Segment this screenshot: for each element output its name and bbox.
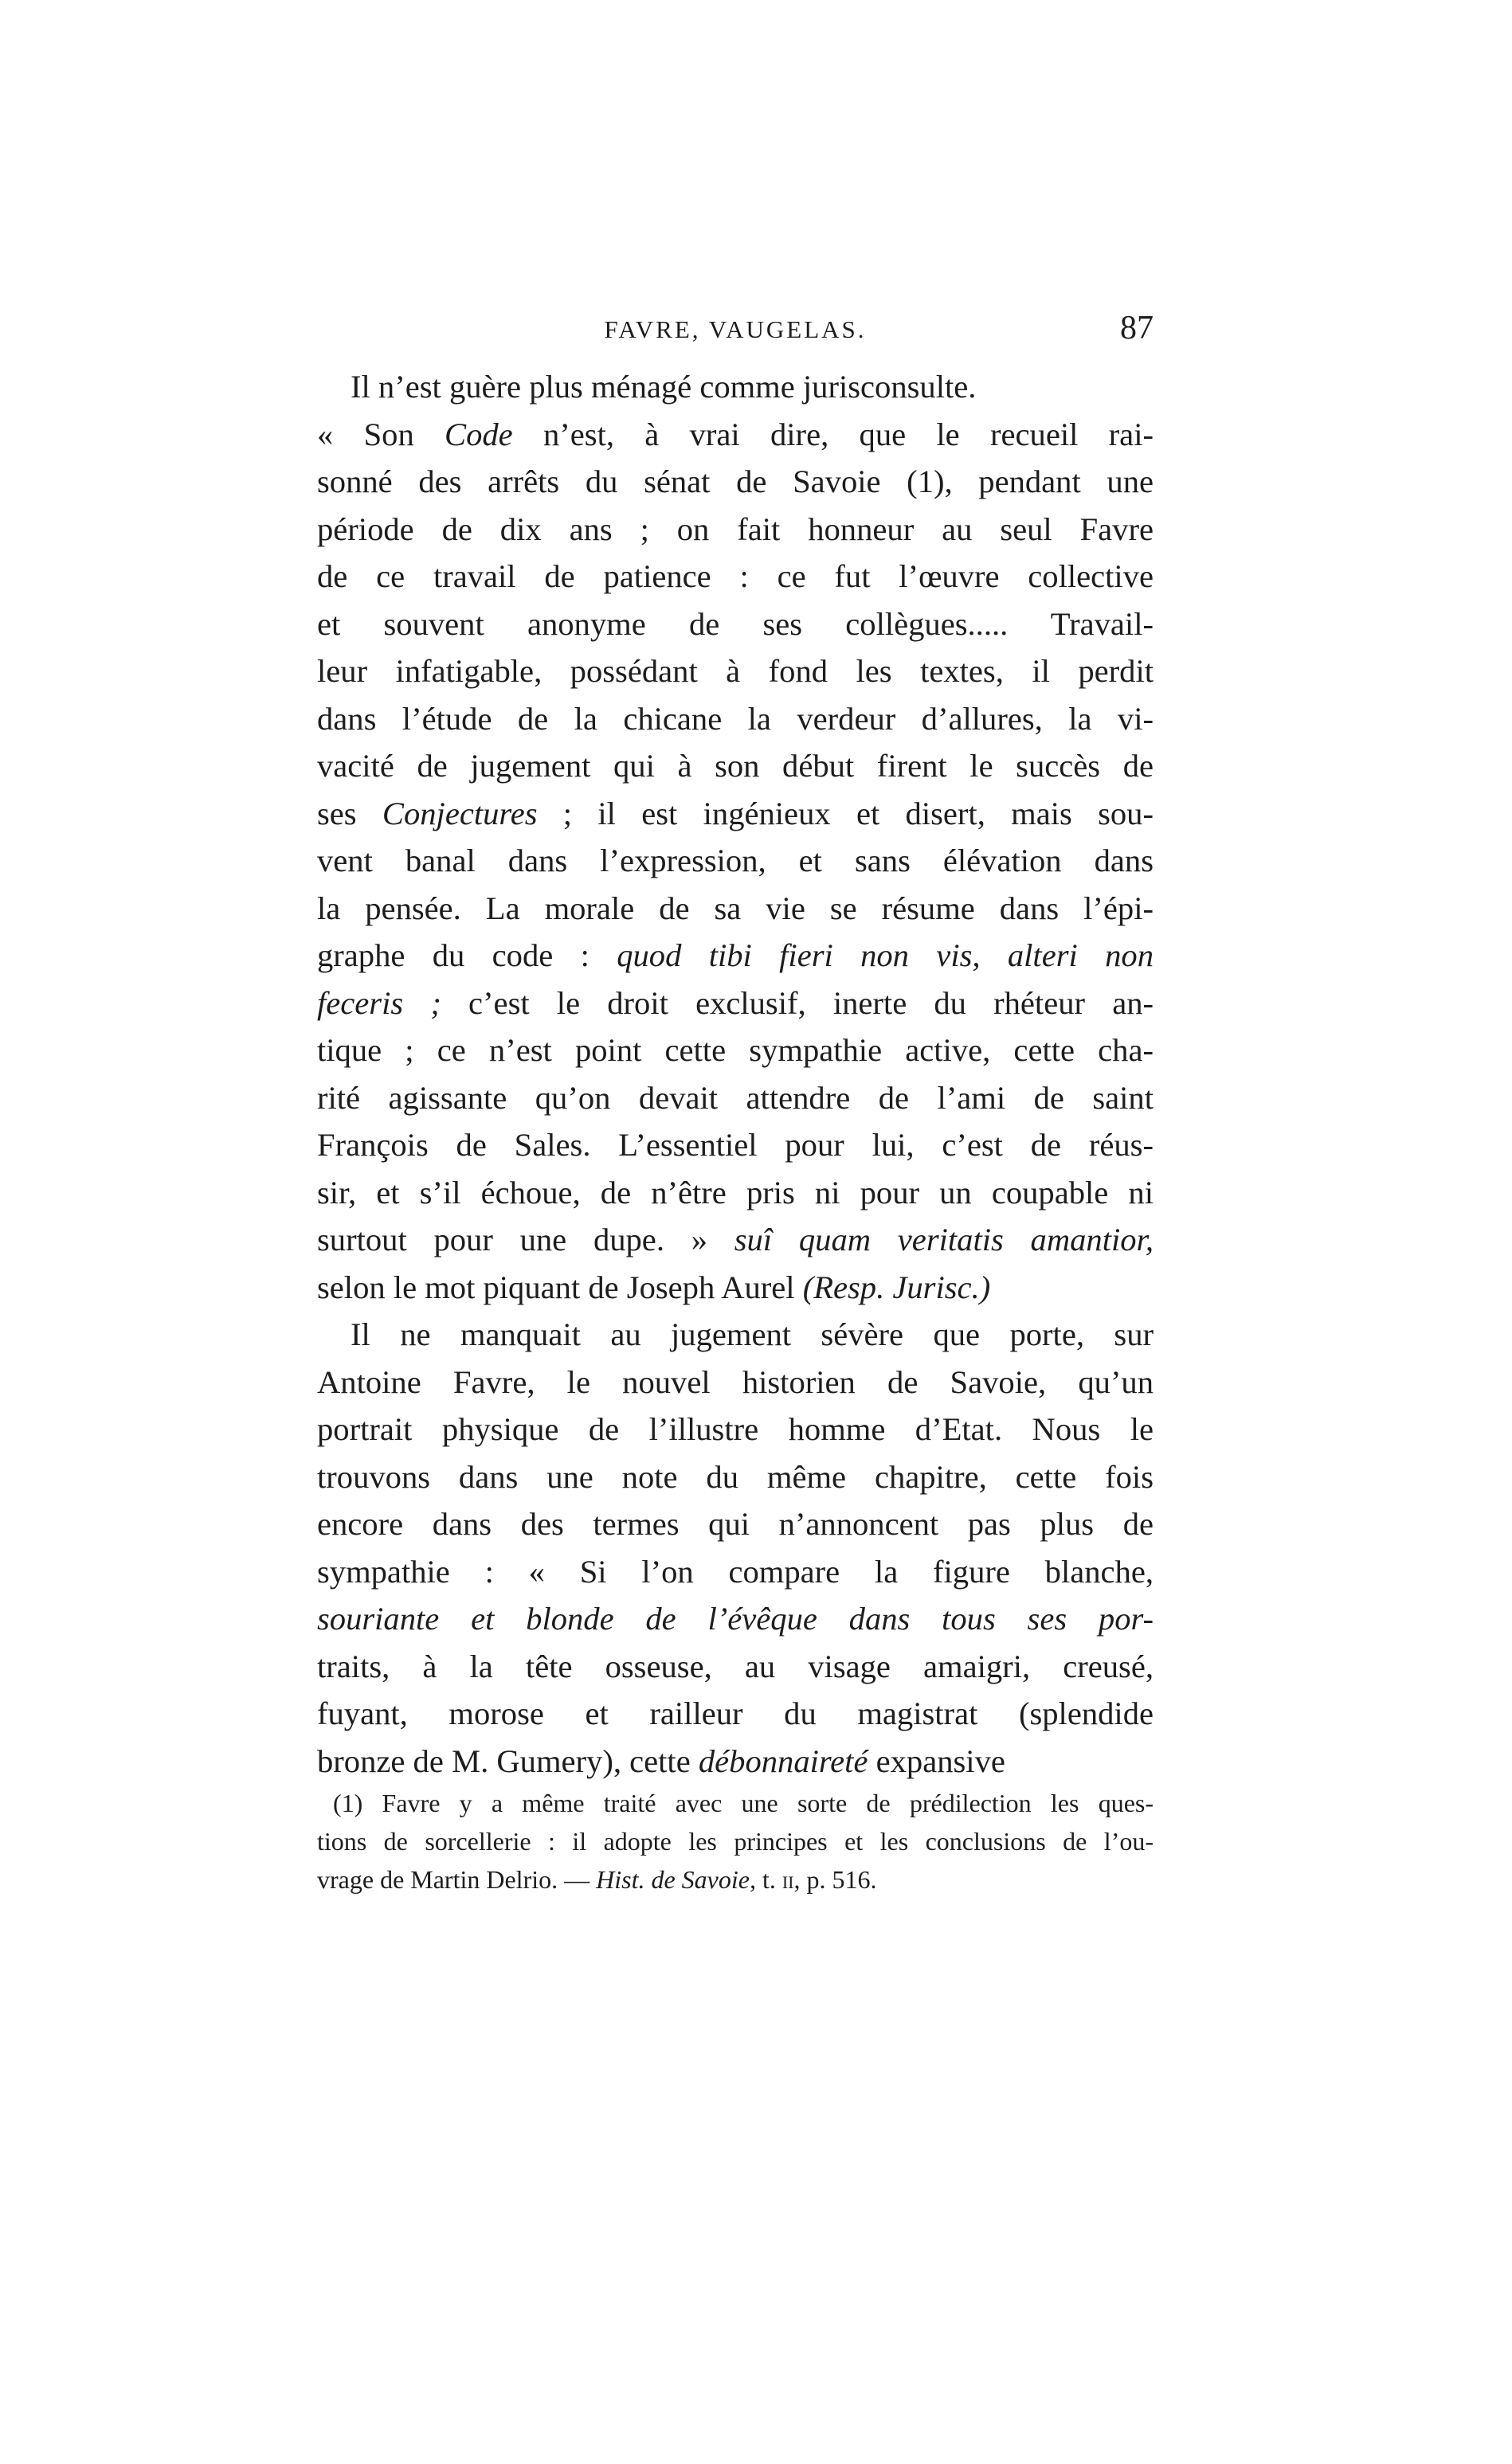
- text-run: la pensée. La morale de sa vie se résume dans l’épi-: [317, 890, 1154, 926]
- text-line: [317, 1406, 1154, 1453]
- text-run: vent banal dans l’expression, et sans élévation dans: [317, 843, 1154, 878]
- text-run: t.: [755, 1865, 782, 1894]
- text-line: [317, 837, 1154, 885]
- text-run: , p. 516.: [793, 1865, 877, 1894]
- text-line: [317, 553, 1154, 600]
- text-run: débonnaireté: [698, 1742, 868, 1779]
- text-run: Il n’est guère plus ménagé comme jurisconsulte.: [351, 369, 977, 405]
- footnote-line: [317, 1784, 1154, 1822]
- text-run: François de Sales. L’essentiel pour lui, c’est de réus-: [317, 1127, 1154, 1163]
- text-line: [317, 411, 1154, 459]
- text-line: [317, 885, 1154, 933]
- text-line: [317, 1643, 1154, 1691]
- footnote-line: [317, 1822, 1154, 1860]
- text-run: traits, à la tête osseuse, au visage amaigri, creusé,: [317, 1648, 1154, 1684]
- text-line: [317, 363, 1154, 411]
- text-run: selon le mot piquant de Joseph Aurel: [317, 1269, 803, 1305]
- text-line: [317, 932, 1154, 980]
- text-run: feceris ;: [317, 984, 441, 1021]
- text-run: de ce travail de patience : ce fut l’œuvre collective: [317, 558, 1154, 594]
- text-run: expansive: [868, 1742, 1005, 1779]
- text-run: « Son: [317, 416, 445, 452]
- text-run: tique ; ce n’est point cette sympathie active, cette cha-: [317, 1032, 1154, 1068]
- running-title: FAVRE, VAUGELAS.: [604, 315, 867, 343]
- text-line: [317, 1595, 1154, 1643]
- footnote-line: [317, 1860, 1154, 1899]
- text-run: bronze de M. Gumery), cette: [317, 1742, 699, 1779]
- text-line: [317, 1169, 1154, 1217]
- text-run: trouvons dans une note du même chapitre, cette fois: [317, 1458, 1154, 1495]
- text-run: fuyant, morose et railleur du magistrat (splendide: [317, 1695, 1154, 1731]
- text-line: [317, 742, 1154, 790]
- text-run: encore dans des termes qui n’annoncent pas plus de: [317, 1506, 1154, 1542]
- text-run: sir, et s’il échoue, de n’être pris ni pour un coupable ni: [317, 1174, 1154, 1210]
- text-run: tions de sorcellerie : il adopte les principes et les conclusions de l’ou-: [317, 1827, 1154, 1856]
- text-run: vacité de jugement qui à son début firent le succès de: [317, 748, 1154, 784]
- text-line: [317, 695, 1154, 743]
- text-run: sympathie : « Si l’on compare la figure blanche,: [317, 1553, 1154, 1590]
- text-run: surtout pour une dupe. »: [317, 1222, 734, 1257]
- text-run: quod tibi fieri non vis, alteri non: [617, 937, 1154, 973]
- text-line: [317, 1548, 1154, 1596]
- text-run: dans l’étude de la chicane la verdeur d’allures, la vi-: [317, 700, 1154, 737]
- text-line: [317, 1074, 1154, 1122]
- body-text: [317, 363, 1154, 1785]
- text-run: (1) Favre y a même traité avec une sorte de prédilection les ques-: [333, 1789, 1154, 1817]
- text-run: sonné des arrêts du sénat de Savoie (1), pendant une: [317, 463, 1154, 499]
- text-run: leur infatigable, possédant à fond les textes, il perdit: [317, 653, 1154, 689]
- text-line: [317, 600, 1154, 648]
- page-number: 87: [1120, 310, 1154, 346]
- text-line: [317, 980, 1154, 1027]
- text-run: vrage de Martin Delrio. —: [317, 1865, 597, 1894]
- text-run: rité agissante qu’on devait attendre de l’ami de saint: [317, 1079, 1154, 1116]
- text-line: [317, 1738, 1154, 1785]
- text-run: souriante et blonde de l’évêque dans tous ses por-: [317, 1601, 1154, 1637]
- text-run: graphe du code :: [317, 937, 617, 973]
- text-run: Hist. de Savoie,: [596, 1865, 756, 1894]
- text-run: suî quam veritatis amantior,: [734, 1222, 1154, 1257]
- text-line: [317, 458, 1154, 506]
- text-line: [317, 790, 1154, 838]
- text-line: [317, 1359, 1154, 1406]
- text-line: [317, 1264, 1154, 1312]
- text-line: [317, 506, 1154, 553]
- text-line: [317, 1121, 1154, 1169]
- text-line: [317, 1027, 1154, 1074]
- text-run: Il ne manquait au jugement sévère que porte, sur: [351, 1316, 1154, 1352]
- running-head: [317, 309, 1154, 349]
- text-line: [317, 1216, 1154, 1264]
- text-run: Antoine Favre, le nouvel historien de Savoie, qu’un: [317, 1363, 1154, 1400]
- text-run: portrait physique de l’illustre homme d’Etat. Nous le: [317, 1411, 1154, 1447]
- text-run: n’est, à vrai dire, que le recueil rai-: [512, 416, 1154, 452]
- text-run: Conjectures: [382, 795, 538, 831]
- text-run: (Resp. Jurisc.): [802, 1269, 991, 1305]
- text-line: [317, 647, 1154, 695]
- text-run: ses: [317, 795, 382, 831]
- text-run: et souvent anonyme de ses collègues..... Travail-: [317, 605, 1154, 642]
- text-run: c’est le droit exclusif, inerte du rhéteur an-: [441, 984, 1154, 1021]
- text-run: Code: [445, 416, 513, 452]
- text-line: [317, 1453, 1154, 1501]
- text-line: [317, 1690, 1154, 1738]
- footnote: [317, 1784, 1154, 1899]
- text-run: période de dix ans ; on fait honneur au seul Favre: [317, 510, 1154, 547]
- text-line: [317, 1500, 1154, 1548]
- text-line: [317, 1311, 1154, 1359]
- text-run: ii: [781, 1865, 794, 1894]
- text-run: ; il est ingénieux et disert, mais sou-: [537, 795, 1154, 831]
